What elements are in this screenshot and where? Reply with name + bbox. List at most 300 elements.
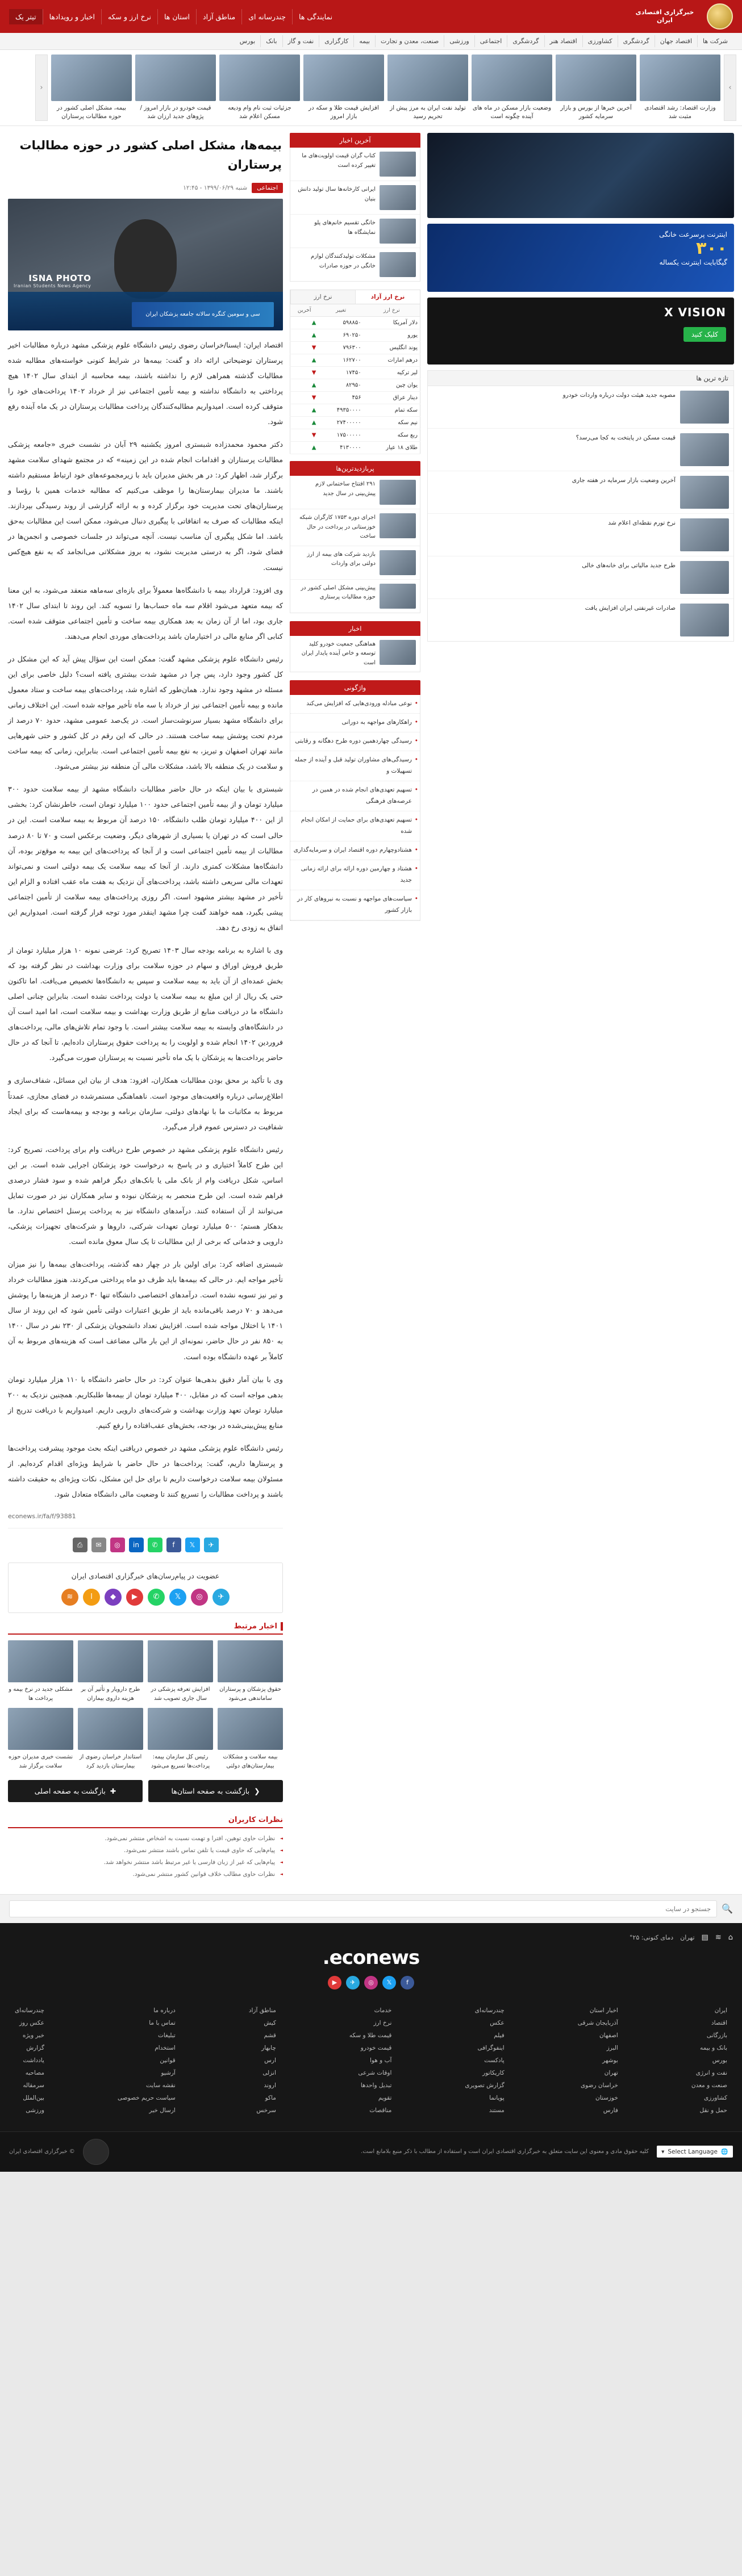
table-row [290, 442, 420, 454]
news-box-title: اخبار [290, 621, 420, 636]
cell-change: ۱۷۵۰۰۰۰۰ [318, 429, 363, 442]
twitter-icon[interactable]: 𝕏 [169, 1589, 186, 1606]
footer-archive-icon[interactable]: ▤ [701, 1933, 708, 1942]
footer-note: کلیه حقوق مادی و معنوی این سایت متعلق به خبرگزاری اقتصادی ایران است و استفاده از مطالب با ذکر منبع بلامانع است. [361, 2148, 649, 2155]
footer-link[interactable]: آرشیو [161, 2069, 176, 2076]
footer-link[interactable]: سرمقاله [23, 2081, 44, 2089]
side-news-item[interactable] [428, 429, 733, 471]
slider-caption: وضعیت بازار مسکن در ماه های آینده چگونه است [472, 104, 552, 120]
footer-brand: econews. [322, 1946, 420, 1969]
footer-link[interactable]: پویانما [489, 2094, 505, 2101]
article-paragraph: رئیس دانشگاه علوم پزشکی مشهد در خصوص دریافتی اینکه بحث موجود پیشرفت پرداخت‌ها و پرستارها داریم، گفت: پرداخت‌ها در حال حاضر با شرایط ویژه‌ای اقدام کرده‌ایم. از مسئولان بیمه سلامت درخواست داریم تا برای حل این مشکل، نکات ویژه‌ای به حقیقت داشته باشند و پرداخت مطالبات را تسریع کنند تا وضعیت مالی دانشگاه متعادل شود. [8, 1443, 283, 1498]
footer-link[interactable]: ارس [264, 2056, 276, 2064]
list-text: بازدید شرکت های بیمه از ارز دولتی برای واردات [307, 551, 376, 567]
nav-item-5[interactable]: اخبار و رویدادها [43, 9, 101, 24]
footer-link[interactable]: البرز [606, 2044, 618, 2051]
footer-link[interactable]: چابهار [261, 2044, 276, 2051]
whatsapp-icon[interactable]: ✆ [148, 1589, 165, 1606]
facebook-icon[interactable]: f [166, 1538, 181, 1552]
cell-change: ۸۲۹۵۰ [318, 379, 363, 392]
list-text: کتاب گران قیمت اولویت‌های ما تغییر کرده است [302, 153, 376, 169]
slider-thumbnail [387, 55, 468, 101]
side-news-box [427, 370, 734, 642]
page-title: بیمه‌ها، مشکل اصلی کشور در حوزه مطالبات پرستاران [19, 139, 282, 172]
list-item[interactable] [290, 476, 420, 509]
side-news-item[interactable] [428, 471, 733, 514]
slider-next-icon[interactable]: › [724, 55, 736, 121]
subnav-item-4[interactable]: اقتصاد هنر [544, 35, 582, 47]
footer-link[interactable]: تقویم [378, 2094, 392, 2101]
footer-home-icon[interactable]: ⌂ [728, 1933, 733, 1942]
related-card[interactable] [78, 1708, 143, 1771]
footer-link[interactable]: قشم [264, 2032, 276, 2039]
table-row [290, 379, 420, 392]
footer-link[interactable]: بانک و بیمه [700, 2044, 727, 2051]
footer-link[interactable]: بورس [712, 2056, 727, 2064]
back-to-home-button[interactable] [8, 1780, 143, 1802]
article-paragraph: وی با تأکید بر محق بودن مطالبات همکاران، افزود: هدف از بیان این مسائل، شفاف‌سازی و اطلاع‌رسانی درباره واقعیت‌های موجود است. ناهماهنگی مستمر‌شده در فضای مجازی، عمدتاً مربوط به مکاتبات ما با نهادهای دولتی، سازمان برنامه و بودجه و بیمه‌هاست که برای ایجاد شفافیت در دسترس عموم قرار می‌گیرد. [8, 1076, 283, 1131]
instagram-icon[interactable]: ◎ [191, 1589, 208, 1606]
facebook-icon[interactable]: f [401, 1976, 414, 1989]
footer-column [15, 2004, 44, 2117]
table-row [290, 342, 420, 354]
footer-link[interactable]: عکس [490, 2019, 505, 2026]
related-card[interactable] [148, 1708, 213, 1771]
nav-item-4[interactable]: نرخ ارز و سکه [101, 9, 157, 24]
telegram-icon[interactable]: ✈ [346, 1976, 360, 1989]
footer-link[interactable]: فارس [603, 2106, 618, 2114]
telegram-icon[interactable]: ✈ [212, 1589, 230, 1606]
ad-car-banner[interactable] [427, 133, 734, 218]
side-news-text: قیمت مسکن در پایتخت به کجا می‌رسد؟ [576, 434, 676, 442]
footer-link[interactable]: تبلیغات [157, 2032, 176, 2039]
tab-free-rate[interactable]: نرخ ارز آزاد [355, 290, 420, 304]
cell-dir: ▲ [290, 442, 319, 454]
side-news-thumbnail [680, 476, 729, 509]
cell-change: ۵۹۸۸۵۰ [318, 317, 363, 329]
photo-watermark [14, 273, 91, 288]
list-thumbnail [380, 513, 416, 538]
side-news-item[interactable] [428, 386, 733, 429]
cell-name: دینار عراق [364, 392, 420, 404]
rss-icon[interactable]: ≋ [61, 1589, 78, 1606]
cell-name: نیم سکه [364, 417, 420, 429]
footer-link[interactable]: اینفوگرافی [477, 2044, 505, 2051]
footer-link[interactable]: گزارش تصویری [465, 2081, 505, 2089]
footer-link[interactable]: سیاست حریم خصوصی [117, 2094, 176, 2101]
cell-change: ۶۹۰۲۵۰ [318, 329, 363, 342]
twitter-icon[interactable]: 𝕏 [382, 1976, 396, 1989]
subnav-item-7[interactable]: ورزشی [444, 35, 474, 47]
related-card[interactable] [78, 1640, 143, 1703]
tag-item[interactable]: • نوعی مبادله ورودی‌هایی که افزایش می‌کند [290, 695, 420, 714]
price-tabs [290, 290, 420, 304]
table-row [290, 317, 420, 329]
table-row [290, 392, 420, 404]
related-card[interactable] [8, 1640, 73, 1703]
linkedin-icon[interactable]: in [129, 1538, 144, 1552]
site-footer [0, 1923, 742, 2131]
nav-item-2[interactable]: مناطق آزاد [196, 9, 241, 24]
footer-link[interactable]: اصفهان [599, 2032, 618, 2039]
footer-city-label: تهران [680, 1933, 695, 1941]
ad-internet-sub: گیگابایت اینترنت یکساله [659, 258, 727, 267]
article-paragraph: شبستری اضافه کرد: برای اولین بار در چهار دهه گذشته، پرداخت‌های بیمه‌ها را نیز میزان تأخیر مواجه ایم. در حالی که بیمه‌ها باید ظرف دو ماه پرداختی می‌کردند، هنوز مطالبات خرداد و تیر نیز تسویه نشده است. درآمدهای اختصاصی دانشگاه تنها ۳۰ درصد از هزینه‌ها را پوشش می‌دهد و ۷۰ درصد باقی‌مانده باید از طریق اعتبارات دولتی تأمین شود که این روند از سال ۱۴۰۱ با اختلال مواجه شده است. افزایش تعداد دانشجویان پزشکی از ۲۳۰ نفر در سال ۱۴۰۰ به ۸۵۰ نفر در حال حاضر، نمونه‌ای از این بار مالی مضاعف است که هزینه‌های مربوط به آن کاملاً بر عهده دانشگاه بوده است. [8, 1260, 284, 1361]
footer-link[interactable]: صنعت و معدن [691, 2081, 727, 2089]
footer-link-columns [9, 2000, 733, 2126]
footer-column [118, 2004, 176, 2117]
related-caption: حقوق پزشکان و پرستاران ساماندهی می‌شود [219, 1686, 281, 1702]
related-caption: نشست خبری مدیران حوزه سلامت برگزار شد [9, 1753, 73, 1769]
most-viewed-title: پربازدیدترین‌ها [290, 461, 420, 476]
slider-prev-icon[interactable]: ‹ [35, 55, 48, 121]
side-news-thumbnail [680, 433, 729, 466]
article-permalink[interactable]: econews.ir/fa/f/93881 [8, 1513, 76, 1521]
footer-link[interactable]: درباره ما [153, 2007, 176, 2014]
cell-name: یورو [364, 329, 420, 342]
article-paragraph: شبستری با بیان اینکه در حال حاضر مطالبات دانشگاه مشهد از بیمه سلامت حدود ۳۰۰ میلیارد تومان و از بیمه تأمین اجتماعی حدود ۱۰۰ میلیارد تومان است، خاطرنشان کرد: بخشی از این ۴۰۰ میلیارد تومان طلب دانشگاه، ۱۵۰ درصد آن مربوط به بیمه سلامت است. این در حالی است که در تهران یا بسیاری از شهرهای دیگر، وضعیت برعکس است و ۷۰ تا ۸۰ درصد مطالبات از بیمه تأمین اجتماعی است و از آنجا که پرداخت‌های این بیمه به موقع‌تر بوده، آن دانشگاه‌ها مشکلات کمتری دارند. از آنجا که بیمه سلامت یک بیمه دولتی است و نمی‌تواند تعهدات مالی سریعی داشته باشد، پرداخت‌های آن نزدیک به هفت ماه عقب افتاده و الزام این تأخیر در مشهد بیشتر مشهود است. اگر روزی پرداخت‌های بیمه سلامت از تأمین اجتماعی پیشی بگیرد، همه خواهند گفت چرا مشهد اینقدر مورد توجه قرار گرفته است. امیدواریم این اتفاق به زودی رخ دهد. [8, 785, 284, 932]
footer-link[interactable]: انزلی [262, 2069, 276, 2076]
col-name: نرخ ارز [364, 304, 420, 317]
footer-link[interactable]: تماس با ما [149, 2019, 176, 2026]
table-row [290, 329, 420, 342]
search-icon[interactable]: 🔍 [722, 1903, 733, 1915]
related-card[interactable] [218, 1640, 283, 1703]
tag-item[interactable]: • سیاست‌های مواجهه و نسبت به نیروهای کار در بازار کشور [290, 890, 420, 920]
cell-change: ۲۷۴۰۰۰۰۰ [318, 417, 363, 429]
footer-link[interactable]: مناطق آزاد [248, 2007, 276, 2014]
related-caption: رئیس کل سازمان بیمه: پرداخت‌ها تسریع می‌شود [151, 1753, 210, 1769]
list-item[interactable] [290, 248, 420, 281]
table-row [290, 354, 420, 367]
related-thumbnail [8, 1640, 73, 1682]
category-badge[interactable]: اجتماعی [252, 183, 283, 193]
slider-card[interactable] [387, 55, 468, 121]
news-box-list [290, 636, 420, 673]
slider-caption: قیمت خودرو در بازار امروز / پژوهای جدید ارزان شد [140, 104, 211, 120]
slider-card[interactable] [135, 55, 216, 121]
footer-link[interactable]: چندرسانه‌ای [474, 2007, 505, 2014]
footer-link[interactable]: نفت و انرژی [695, 2069, 727, 2076]
side-news-text: نرخ تورم نقطه‌ای اعلام شد [608, 520, 676, 527]
list-item[interactable] [290, 148, 420, 181]
ad-tv-banner[interactable] [427, 298, 734, 365]
footer-link[interactable]: بوشهر [602, 2056, 618, 2064]
footer-link[interactable]: تهران [604, 2069, 618, 2076]
photo-banner-text: سی و سومین کنگره سالانه جامعه پزشکان ایران [132, 302, 274, 327]
side-news-thumbnail [680, 561, 729, 594]
email-icon[interactable]: ✉ [91, 1538, 106, 1552]
footer-link[interactable]: چندرسانه‌ای [15, 2007, 44, 2014]
list-text: خانگی تقسیم خانم‌های پلو نمایشگاه ها [314, 220, 376, 236]
side-news-item[interactable] [428, 514, 733, 556]
publish-date: شنبه ۱۳۹۹/۰۶/۲۹ - ۱۲:۴۵ [183, 184, 248, 191]
photo-watermark-text: ISNA PHOTO [28, 273, 91, 283]
cell-dir: ▲ [290, 379, 319, 392]
share-row [8, 1528, 283, 1563]
telegram-icon[interactable]: ✈ [204, 1538, 219, 1552]
list-item[interactable] [290, 509, 420, 546]
list-item[interactable] [290, 636, 420, 672]
instagram-icon[interactable]: ◎ [110, 1538, 125, 1552]
latest-news-list [290, 148, 420, 282]
cell-dir: ▲ [290, 317, 319, 329]
twitter-icon[interactable]: 𝕏 [185, 1538, 200, 1552]
subnav-item-6[interactable]: اجتماعی [474, 35, 507, 47]
comment-rule: ◄ پیام‌هایی که غیر از زبان فارسی یا غیر مرتبط باشد منتشر نخواهد شد. [8, 1857, 283, 1869]
slider-card[interactable] [51, 55, 132, 121]
related-caption: طرح دارویار و تأثیر آن بر هزینه داروی بیماران [81, 1686, 140, 1702]
slider-caption: بیمه، مشکل اصلی کشور در حوزه مطالبات پرستاران [57, 104, 126, 120]
cell-change: ۴۹۳۵۰۰۰۰ [318, 404, 363, 417]
article-paragraph: رئیس دانشگاه علوم پزشکی مشهد گفت: ممکن است این سؤال پیش آید که این مشکل در کل کشور وجود دارد، پس چرا در مشهد شدت بیشتری یافته است؟ دلیل خاصی برای این مسئله در مشهد وجود ندارد. همان‌طور که اشاره شد، پرداخت‌های بیمه ساخت و ستاد معمول مانده و بیمه تأمین اجتماعی نیز از خرداد با سه ماه تأخیر مواجه شده است. این اختلاف زمانی برای دانشگاه مشهد بسیار سرنوشت‌ساز است. در یک‌صد عمومی مشهد، حدود ۷۰ درصد از مردم تحت پوشش بیمه ساخت هستند. در حالی که این رقم در کل کشور و حتی شهرهایی مانند تهران اصفهان و تبریز، به نفع بیمه تأمین اجتماعی است. بنابراین، زمانی که بیمه ساخت و سلامت در یک منطقه بالا باشد، مشکلات مالی آن منطقه نیز بیشتر می‌شود. [8, 654, 283, 771]
list-thumbnail [380, 550, 416, 575]
subnav-item-8[interactable]: صنعت، معدن و تجارت [375, 35, 444, 47]
list-item[interactable] [290, 546, 420, 580]
related-card[interactable] [148, 1640, 213, 1703]
cell-name: لیر ترکیه [364, 367, 420, 379]
side-news-item[interactable] [428, 556, 733, 599]
list-text: ۲۹۱ افتتاح ساختمانی لازم پیش‌بینی در سال جدید [315, 481, 376, 497]
footer-link[interactable]: ورزشی [26, 2106, 44, 2114]
slider-caption: وزارت اقتصاد: رشد اقتصادی مثبت شد [644, 104, 716, 120]
footer-link[interactable]: بین‌الملل [23, 2094, 44, 2101]
footer-link[interactable]: خدمات [374, 2007, 392, 2014]
slider-caption: جزئیات ثبت نام وام ودیعه مسکن اعلام شد [228, 104, 291, 120]
photo-subject [114, 219, 177, 299]
aparat-icon[interactable]: ▶ [126, 1589, 143, 1606]
footer-link[interactable]: نقشه سایت [146, 2081, 176, 2089]
site-logo[interactable]: خبرگزاری اقتصادی ایران [635, 9, 694, 24]
footer-rss-icon[interactable]: ≋ [715, 1933, 722, 1942]
slider-card[interactable] [640, 55, 720, 121]
back-to-home-label: بازگشت به صفحه اصلی [34, 1786, 106, 1795]
list-thumbnail [380, 584, 416, 609]
chevron-down-icon: ▾ [661, 2148, 665, 2155]
footer-link[interactable]: اخبار استان [589, 2007, 618, 2014]
print-icon[interactable]: ⎙ [73, 1538, 87, 1552]
list-thumbnail [380, 252, 416, 277]
currency-price-table [290, 304, 420, 454]
related-caption: مشکلی جدید در نرخ بیمه و پرداخت ها [9, 1686, 73, 1702]
footer-link[interactable]: یادداشت [23, 2056, 44, 2064]
list-thumbnail [380, 152, 416, 177]
table-row [290, 404, 420, 417]
slider-thumbnail [472, 55, 552, 101]
list-item[interactable] [290, 580, 420, 613]
subnav-item-1[interactable]: اقتصاد جهان [655, 35, 697, 47]
footer-link[interactable]: استخدام [155, 2044, 176, 2051]
top-slider [0, 50, 742, 126]
cell-name: یوان چین [364, 379, 420, 392]
footer-link[interactable]: عکس روز [19, 2019, 44, 2026]
footer-link[interactable]: تبدیل واحدها [360, 2081, 392, 2089]
footer-column [691, 2004, 727, 2117]
related-caption: استاندار خراسان رضوی از بیمارستان بازدید کرد [79, 1753, 142, 1769]
cell-name: سکه تمام [364, 404, 420, 417]
cell-change: ۴۱۳۰۰۰۰ [318, 442, 363, 454]
footer-link[interactable]: مصاحبه [25, 2069, 44, 2076]
footer-link[interactable]: پادکست [484, 2056, 505, 2064]
footer-link[interactable]: اوقات شرعی [358, 2069, 392, 2076]
footer-link[interactable]: ماکو [265, 2094, 276, 2101]
cell-name: ربع سکه [364, 429, 420, 442]
language-selector[interactable] [657, 2146, 733, 2158]
subnav-item-13[interactable]: بورس [239, 37, 256, 45]
col-last: آخرین [290, 304, 319, 317]
slider-card[interactable] [303, 55, 384, 121]
footer-link[interactable]: مستند [489, 2106, 505, 2114]
footer-link[interactable]: قیمت طلا و سکه [349, 2032, 392, 2039]
article-paragraph: وی با بیان آمار دقیق بدهی‌ها عنوان کرد: در حال حاضر دانشگاه با ۱۱۰ هزار میلیارد تومان بدهی مواجه است که در مقابل، ۴۰۰ میلیارد تومان از بیمه‌ها طلبکاریم. همچنین نزدیک به ۲۰۰ میلیارد تومان تعهد وزارت بهداشت و شرکت‌های دارویی داریم. امیدواریم با دریافت تدریج از منابع پیش‌بینی‌شده در بودجه، بخش‌های عقب‌افتاده را رفع کنیم. [8, 1375, 283, 1430]
globe-icon: 🌐 [720, 2148, 728, 2156]
subnav-item-11[interactable]: نفت و گاز [282, 35, 319, 47]
subnav-item-10[interactable]: کارگزاری [319, 35, 353, 47]
related-card[interactable] [218, 1708, 283, 1771]
slider-thumbnail [640, 55, 720, 101]
cell-dir: ▼ [290, 367, 319, 379]
slider-thumbnail [556, 55, 636, 101]
related-card[interactable] [8, 1708, 73, 1771]
footer-link[interactable]: خراسان رضوی [580, 2081, 618, 2089]
list-item[interactable] [290, 181, 420, 215]
instagram-icon[interactable]: ◎ [364, 1976, 378, 1989]
search-input[interactable] [9, 1900, 717, 1917]
list-thumbnail [380, 640, 416, 665]
related-caption: بیمه سلامت و مشکلات بیمارستان‌های دولتی [223, 1753, 278, 1769]
footer-link[interactable]: خوزستان [595, 2094, 618, 2101]
join-icons [15, 1589, 276, 1606]
footer-link[interactable]: قوانین [160, 2056, 176, 2064]
tab-rate[interactable]: نرخ ارز [290, 290, 355, 304]
comment-rules-list [8, 1833, 283, 1880]
slider-caption: تولید نفت ایران به مرز پیش از تحریم رسید [390, 104, 466, 120]
nav-item-1[interactable]: چندرسانه ای [241, 9, 292, 24]
footer-link[interactable]: خبر ویژه [22, 2032, 44, 2039]
tag-item[interactable]: • راهکارهای مواجهه به دورانی [290, 714, 420, 732]
footer-link[interactable]: بازرگانی [706, 2032, 727, 2039]
footer-link[interactable]: اقتصاد [711, 2019, 727, 2026]
slider-thumbnail [51, 55, 132, 101]
slider-caption: آخرین خبرها از بورس و بازار سرمایه کشور [560, 104, 632, 120]
nav-item-6[interactable]: تیتر یک [9, 9, 43, 24]
cell-dir: ▲ [290, 417, 319, 429]
footer-link[interactable]: آذربایجان شرقی [577, 2019, 618, 2026]
side-news-item[interactable] [428, 599, 733, 641]
secondary-nav [0, 33, 742, 50]
footer-column [349, 2004, 392, 2117]
footer-bottom-bar [0, 2131, 742, 2172]
subnav-item-3[interactable]: کشاورزی [582, 35, 618, 47]
chevron-left-icon: ❮ [254, 1786, 260, 1795]
related-thumbnail [78, 1640, 143, 1682]
article-paragraph: وی با اشاره به برنامه بودجه سال ۱۴۰۳ تصریح کرد: عرضی نمونه ۱۰ هزار میلیارد تومان از طریق فروش اوراق و سهام در حوزه سلامت برای وزارت بهداشت در نظر گرفته بود که بخش عمده‌ای از آن باید به بیمه سلامت و سپس به دانشگاه‌ها تخصیص می‌یافت. اما تاکنون حتی یک ریال از این مبلغ به بیمه سلامت یا دولت پرداخت نشده است. بنابراین چنانی اصلی دانشگاه ما در دریافت منابع از طریق وزارت بهداشت و بیمه سلامت است، اما امید است آن در دانشگاه‌های وابسته به بیمه سلامت بیشتر است. با وجود تمام تلاش‌های مالی، پرداخت‌های فروردین ۱۴۰۲ انجام شده و اولویت را به پرداخت حقوق پرستاران داده‌ایم، تا آنجا که در حال حاضر پرداخت‌ها به پزشکان با یک ماه تأخیر نسبت به پرستاران صورت می‌گیرد. [8, 945, 284, 1062]
back-to-provinces-button[interactable] [148, 1780, 283, 1802]
article-column [8, 133, 283, 1880]
list-text: پیش‌بینی مشکل اصلی کشور در حوزه مطالبات پرستاری [301, 584, 376, 601]
tag-item[interactable]: • هشتاد و چهارمین دوره ارائه برای ارائه زمانی جدید [290, 860, 420, 890]
footer-link[interactable]: اروند [264, 2081, 276, 2089]
side-news-thumbnail [680, 391, 729, 424]
cell-name: دلار آمریکا [364, 317, 420, 329]
article-photo [8, 199, 283, 330]
footer-link[interactable]: حمل و نقل [699, 2106, 727, 2114]
footer-link[interactable]: مناقصات [369, 2106, 392, 2114]
slider-card[interactable] [472, 55, 552, 121]
side-news-title: تازه ترین ها [428, 371, 733, 386]
related-thumbnail [148, 1640, 213, 1682]
footer-link[interactable]: نرخ ارز [373, 2019, 392, 2026]
footer-link[interactable]: کاریکاتور [482, 2069, 505, 2076]
cell-change: ۷۹۶۳۰۰ [318, 342, 363, 354]
tag-item[interactable]: • هشتادوچهارم دوره اقتصاد ایران و سرمایه‌گذاری [290, 841, 420, 860]
cell-name: پوند انگلیس [364, 342, 420, 354]
slider-card[interactable] [219, 55, 300, 121]
tags-list [290, 695, 420, 920]
subnav-item-9[interactable]: بیمه [353, 35, 375, 47]
tag-item[interactable]: • رسیدگی چهاردهمین دوره طرح دهگانه و رقابتی [290, 732, 420, 751]
footer-link[interactable]: گزارش [26, 2044, 44, 2051]
mid-column [290, 133, 420, 920]
related-thumbnail [78, 1708, 143, 1750]
related-news-grid [8, 1640, 283, 1771]
side-news-text: آخرین وضعیت بازار سرمایه در هفته جاری [572, 477, 676, 484]
tag-item[interactable]: • تسهیم تعهدی‌های برای حمایت از امکان انجام شده [290, 811, 420, 841]
whatsapp-icon[interactable]: ✆ [148, 1538, 162, 1552]
footer-link[interactable]: کیش [264, 2019, 276, 2026]
nav-item-3[interactable]: استان ها [157, 9, 196, 24]
list-item[interactable] [290, 215, 420, 248]
related-caption: افزایش تعرفه پزشکی در سال جاری تصویب شد [151, 1686, 210, 1702]
footer-link[interactable]: فیلم [494, 2032, 505, 2039]
side-news-thumbnail [680, 604, 729, 636]
footer-social-row [9, 1976, 733, 2000]
footer-link[interactable]: ایران [714, 2007, 727, 2014]
footer-link[interactable]: کشاورزی [704, 2094, 727, 2101]
tag-item[interactable]: • تسهیم تعهدی‌های انجام شده در همین در عرصه‌های فرهنگی [290, 781, 420, 811]
cell-dir: ▲ [290, 354, 319, 367]
cell-dir: ▼ [290, 429, 319, 442]
slider-card[interactable] [556, 55, 636, 121]
subnav-item-12[interactable]: بانک [260, 35, 282, 47]
aparat-icon[interactable]: ▶ [328, 1976, 341, 1989]
cell-name: طلای ۱۸ عیار [364, 442, 420, 454]
footer-link[interactable]: آب و هوا [369, 2056, 392, 2064]
tag-item[interactable]: • رسیدگی‌های مشاوران تولید قبل و آینده از جمله تسهیلات و [290, 751, 420, 781]
comments-title: نظرات کاربران [228, 1815, 283, 1824]
cell-dir: ▼ [290, 342, 319, 354]
footer-link[interactable]: سرخس [256, 2106, 276, 2114]
ad-tv-cta-button[interactable]: کلیک کنید [683, 327, 726, 342]
related-thumbnail [218, 1640, 283, 1682]
list-text: مشکلات تولیدکنندگان لوازم خانگی در حوزه صادرات [310, 253, 376, 269]
subnav-item-5[interactable]: گردشگری [507, 35, 544, 47]
article-paragraph: دکتر محمود محمدزاده شبستری امروز یکشنبه ۲۹ آبان در نشست خبری «جامعه پزشکی مطالبات پرستاران و اقدامات انجام شده در این زمینه» که در مجتمع شهدای سلامت مشهد برگزار شد، اظهار کرد: در هر بخش مدیران باید با زیرمجموعه‌های خود ارتباط مستقیم داشته باشند. ما مدیران بیمارستان‌ها را موظف می‌کنیم که مطالبه خدمات همین با رؤسا و پرستاران‌های تحت مدیریت خود برگزار کرده و به ارائه گزارشی از روند رسیدگی بپردازند. اینکه مطالبات که صرف به اتفاقاتی با پیگیری دنبال می‌شود، ممکن است این مطالبات به‌حق باشد. اما شکل پیگیری آن مناسب نیست. آنچه می‌تواند در جلسات خصوصی و انجمن‌ها در فضای شود، اگر به درستی مدیریت نشود، به بروز مشکلاتی می‌انجامد که به نفع هیچ‌کس نیست. [8, 440, 283, 572]
nav-item-0[interactable]: نمایندگی ها [292, 9, 339, 24]
rubika-icon[interactable]: ◆ [105, 1589, 122, 1606]
subnav-item-2[interactable]: گردشگری [618, 35, 655, 47]
eitaa-icon[interactable]: ا [83, 1589, 100, 1606]
related-news-header [8, 1622, 283, 1635]
footer-link[interactable]: ارسال خبر [149, 2106, 176, 2114]
comment-rule: ◄ نظرات حاوی مطالب خلاف قوانین کشور منتشر نمی‌شود. [8, 1869, 283, 1880]
footer-link[interactable]: قیمت خودرو [360, 2044, 392, 2051]
footer-column [578, 2004, 618, 2117]
ad-internet-banner[interactable] [427, 224, 734, 292]
subnav-item-0[interactable]: شرکت ها [697, 35, 733, 47]
footer-seal-icon [83, 2139, 109, 2165]
ad-internet-tag: اینترنت پرسرعت خانگی [659, 231, 727, 239]
